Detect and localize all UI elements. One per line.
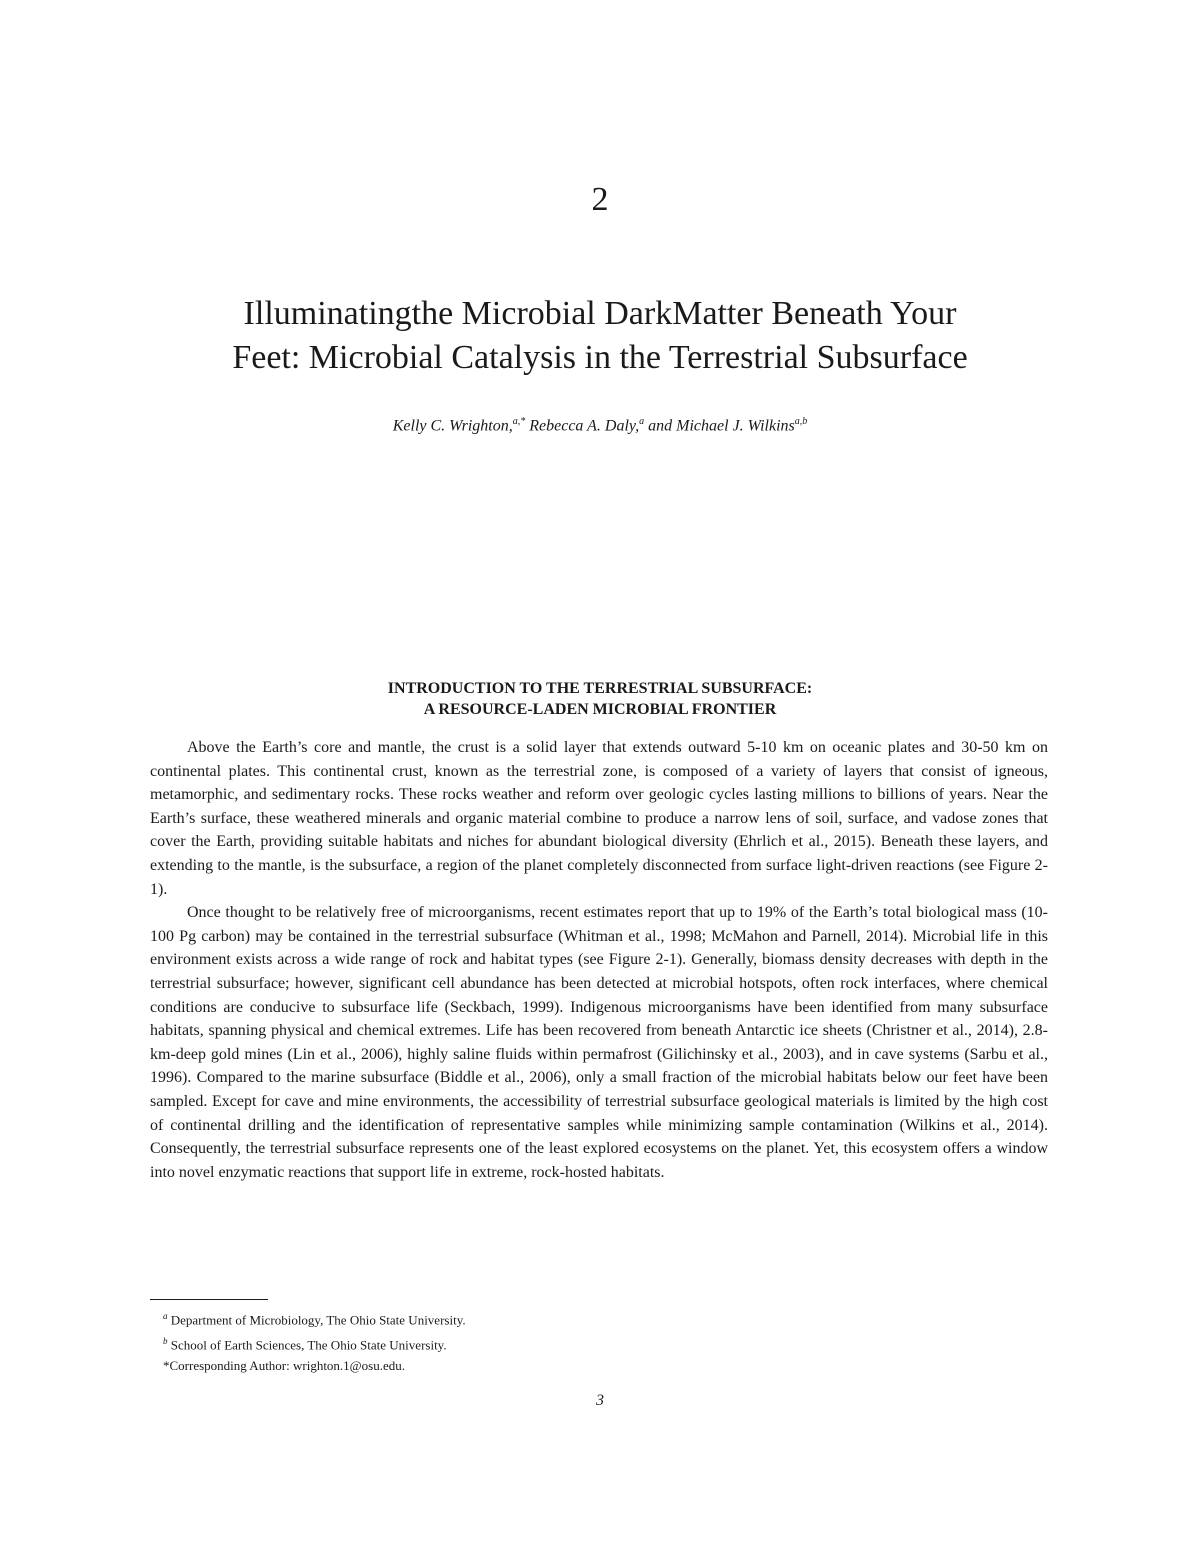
footnote-mark: a [163,1311,168,1321]
footnotes [163,1306,863,1376]
footnote [163,1331,863,1356]
chapter-title-line: Feet: Microbial Catalysis in the Terrestrial Subsurface [232,339,968,376]
footnote-divider [150,1299,268,1300]
section-heading-line: A RESOURCE-LADEN MICROBIAL FRONTIER [423,701,777,718]
chapter-number: 2 [591,181,609,218]
footnote-mark: b [163,1335,168,1346]
page-number: 3 [596,1392,604,1409]
author-affiliation: a,b [794,416,808,427]
author-name: Michael J. Wilkins [676,417,795,435]
footnote-text: Corresponding Author: wrighton.1@osu.edu. [169,1357,405,1373]
paragraph: Above the Earth’s core and mantle, the crust is a solid layer that extends outward 5-10 km on oceanic plates and 30-50 km on continental plates. This continental crust, known as the terrestrial zone, is composed of a variety of layers that consist of igneous, metamorphic, and sedimentary rocks. These rocks weather and reform over geologic cycles lasting millions to billions of years. Near the Earth’s surface, these weathered minerals and organic material combine to produce a narrow lens of soil, surface, and vadose zones that cover the Earth, providing suitable habitats and niches for abundant biological diversity (Ehrlich et al., 2015). Beneath these layers, and extending to the mantle, is the subsurface, a region of the planet completely disconnected from surface light-driven reactions (see Figure 2-1). [150,739,1048,898]
body-text [150,736,1048,1184]
paragraph: Once thought to be relatively free of microorganisms, recent estimates report that up to 19% of the Earth’s total biological mass (10-100 Pg carbon) may be contained in the terrestrial subsurface (Whitman et al., 1998; McMahon and Parnell, 2014). Microbial life in this environment exists across a wide range of rock and habitat types (see Figure 2-1). Generally, biomass density decreases with depth in the terrestrial subsurface; however, significant cell abundance has been detected at microbial hotspots, often rock interfaces, where chemical conditions are conducive to subsurface life (Seckbach, 1999). Indigenous microorganisms have been identified from many subsurface habitats, spanning physical and chemical extremes. Life has been recovered from beneath Antarctic ice sheets (Christner et al., 2014), 2.8-km-deep gold mines (Lin et al., 2006), highly saline fluids within permafrost (Gilichinsky et al., 2003), and in cave systems (Sarbu et al., 1996). Compared to the marine subsurface (Biddle et al., 2006), only a small fraction of the microbial habitats below our feet have been sampled. Except for cave and mine environments, the accessibility of terrestrial subsurface geological materials is limited by the high cost of continental drilling and the identification of representative samples while minimizing sample contamination (Wilkins et al., 2014). Consequently, the terrestrial subsurface represents one of the least explored ecosystems on the planet. Yet, this ecosystem offers a window into novel enzymatic reactions that support life in extreme, rock-hosted habitats. [150,904,1048,1181]
footnote [163,1306,863,1331]
author-affiliation: a [639,416,645,427]
footnote [163,1356,863,1377]
author-name: Rebecca A. Daly, [529,417,640,435]
author-name: Kelly C. Wrighton, [392,417,513,435]
chapter-title-line: Illuminatingthe Microbial DarkMatter Beneath Your [243,295,957,332]
footnote-text: Department of Microbiology, The Ohio State University. [170,1312,466,1328]
author-list [0,410,1200,438]
section-heading-line: INTRODUCTION TO THE TERRESTRIAL SUBSURFACE: [387,680,813,697]
footnote-mark: * [163,1357,170,1373]
footnote-text: School of Earth Sciences, The Ohio State University. [170,1337,447,1353]
author-separator: and [644,417,677,435]
author-affiliation: a,* [512,416,526,427]
section-heading [150,678,1050,720]
chapter-title [100,292,1100,380]
